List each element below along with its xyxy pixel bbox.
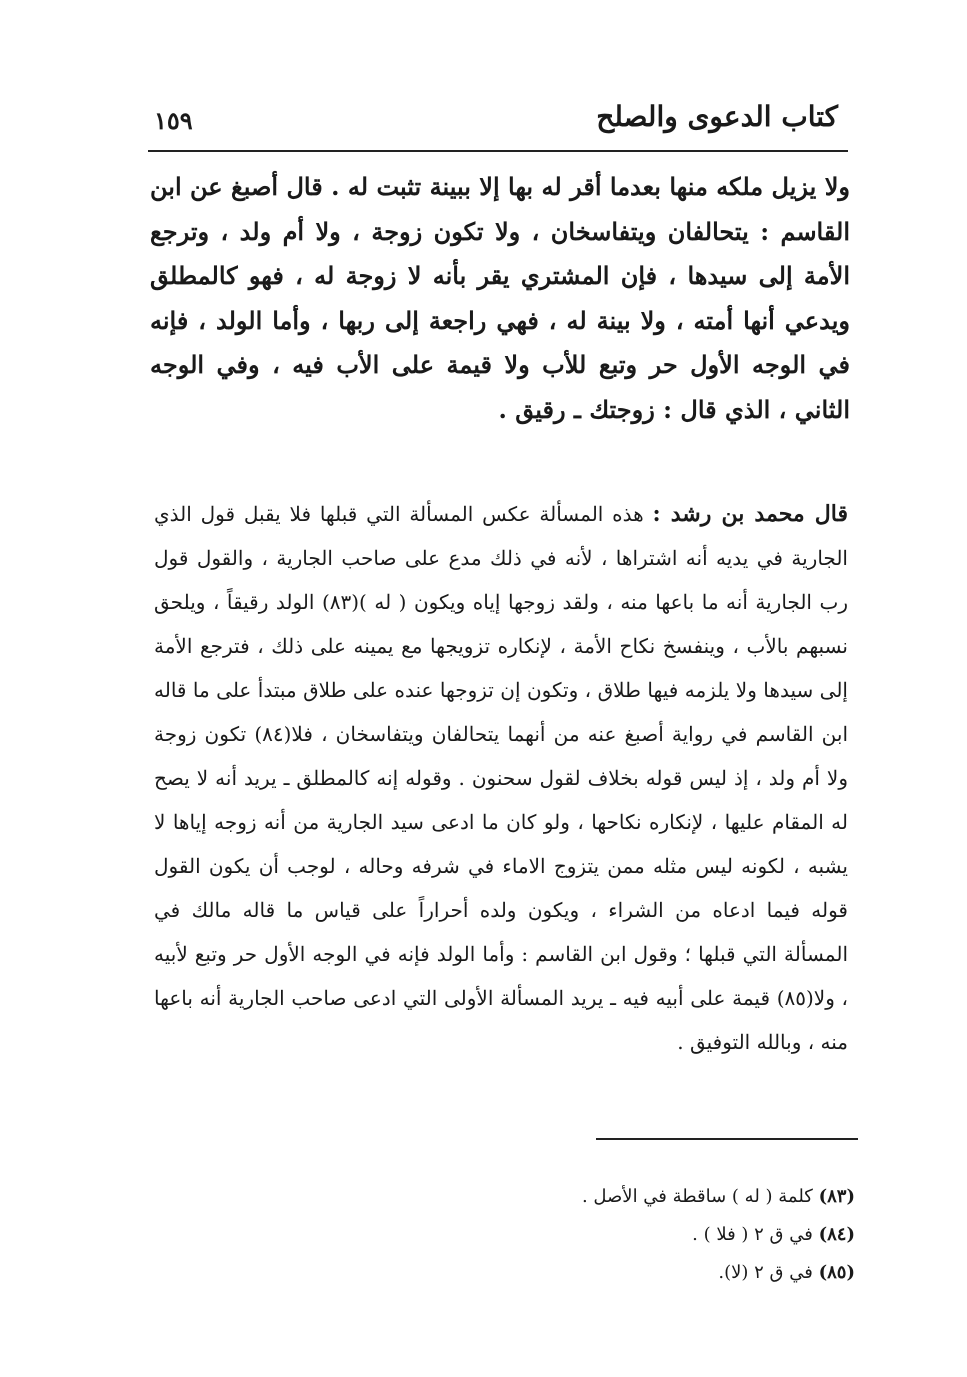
footnote-divider bbox=[596, 1138, 858, 1140]
footnote-83 bbox=[400, 1178, 855, 1216]
footnote-text: كلمة ( له ) ساقطة في الأصل . bbox=[581, 1186, 813, 1207]
page-header bbox=[148, 96, 848, 152]
main-text: ولا يزيل ملكه منها بعدما أقر له بها إلا ببينة تثبت له . قال أصبغ عن ابن القاسم : يتحالفان ويتفاسخان ، ولا تكون زوجة ، ولا أم ولد ، وترجع الأمة إلى سيدها ، فإن المشتري يقر بأنه لا زوجة له ، فهو كالمطلق ويدعي أنها أمته ، ولا بينة له ، فهي راجعة إلى ربها ، وأما الولد ، فإنه في الوجه الأول حر وتبع للأب ولا قيمة على الأب فيه ، وفي الوجه الثاني ، الذي قال : زوجتك ـ رقيق . bbox=[150, 172, 850, 424]
footnote-85 bbox=[400, 1254, 855, 1292]
commentary-body: هذه المسألة عكس المسألة التي قبلها فلا يقبل قول الذي الجارية في يديه أنه اشتراها ، لأنه في ذلك مدع على صاحب الجارية ، والقول قول رب الجارية أنه ما باعها منه ، ولقد زوجها إياه ويكون ( له )(٨٣) الولد رقيقاً ، ويلحق نسبهم بالأب ، وينفسخ نكاح الأمة ، لإنكاره تزويجها مع يمينه على ذلك ، فترجع الأمة إلى سيدها ولا يلزمه فيها طلاق ، وتكون إن تزوجها عنده على طلاق مبتدأ على ما قاله ابن القاسم في رواية أصبغ عنه من أنهما يتحالفان ويتفاسخان ، فلا(٨٤) تكون زوجة ولا أم ولد ، إذ ليس قوله بخلاف لقول سحنون . وقوله إنه كالمطلق ـ يريد أنه لا يصح له المقام عليها ، لإنكاره نكاحها ، ولو كان ما ادعى سيد الجارية من أنه زوجه إياها لا يشبه ، لكونه ليس مثله ممن يتزوج الاماء في شرفه وحاله ، لوجب أن يكون القول قوله فيما ادعاه من الشراء ، ويكون ولده أحراراً على قياس ما قاله مالك في المسألة التي قبلها ؛ وقول ابن القاسم : وأما الولد فإنه في الوجه الأول حر وتبع لأبيه ، ولا(٨٥) قيمة على أبيه فيه ـ يريد المسألة الأولى التي ادعى صاحب الجارية أنه باعها منه ، وبالله التوفيق . bbox=[154, 502, 849, 1054]
footnote-number: (٨٤) bbox=[818, 1224, 855, 1245]
commentary-lead: قال محمد بن رشد : bbox=[652, 501, 848, 527]
footnotes bbox=[400, 1178, 855, 1292]
footnote-text: في ق ٢ (لا). bbox=[718, 1262, 813, 1283]
running-title: كتاب الدعوى والصلح bbox=[596, 100, 838, 133]
page-number: ١٥٩ bbox=[154, 106, 193, 135]
footnote-number: (٨٣) bbox=[818, 1186, 855, 1207]
footnote-84 bbox=[400, 1216, 855, 1254]
footnote-text: في ق ٢ ( فلا ) . bbox=[692, 1224, 813, 1245]
footnote-number: (٨٥) bbox=[818, 1262, 855, 1283]
commentary-paragraph bbox=[154, 492, 848, 1064]
